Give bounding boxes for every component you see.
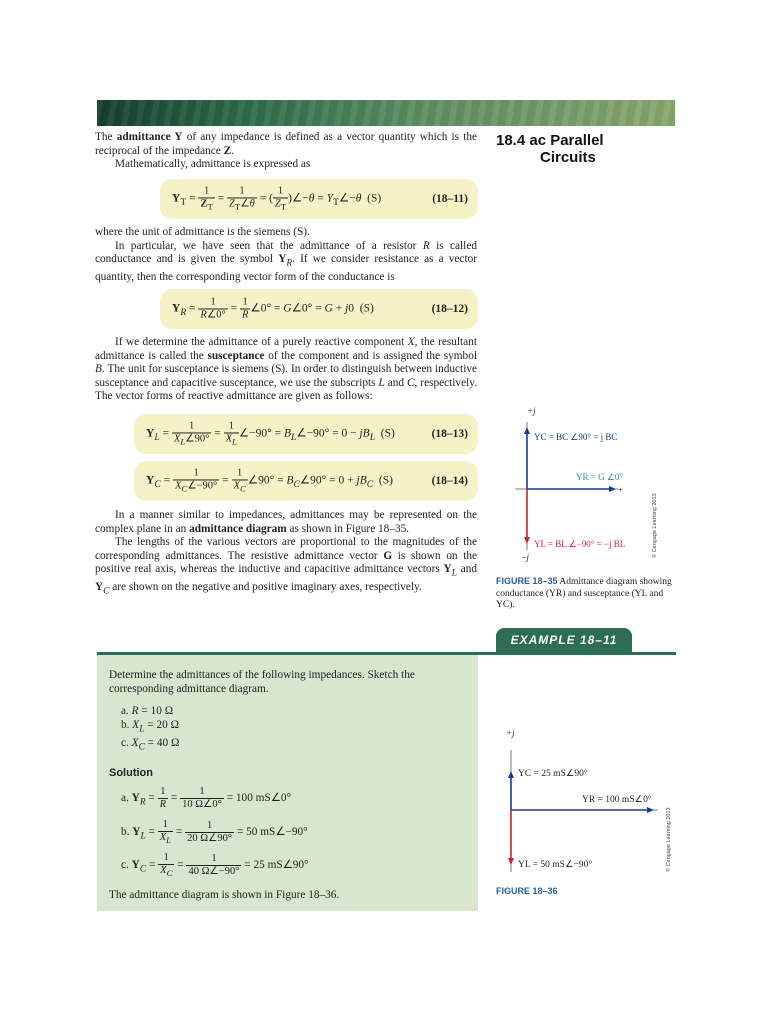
example-tab: EXAMPLE 18–11 (496, 628, 632, 652)
paragraph-math-intro: Mathematically, admittance is expressed as (115, 158, 311, 171)
solution-a: a. $Y_R$ = $\frac{1}{R}$ = $\frac{1}{10 \Omega\angle 0^\circ}$ = 100 mS∠0° (121, 786, 292, 810)
paragraph-vector-lengths: The lengths of the various vectors are proportional to the magnitudes of the corresponding admittances. The resistive admittance vector G is shown on the positive real axis, whereas the inductive and capacitive admittance vectors $Y_L$ and $Y_C$ are shown on the negative and positive imaginary axes, respectively. (95, 536, 477, 597)
example-item-a: a. R = 10 Ω (121, 705, 174, 717)
yr-arrowhead-icon (609, 486, 616, 492)
paragraph-conductance: In particular, we have seen that the admittance of a resistor R is called conductance and is given the symbol $Y_R$. If we consider resistance as a vector quantity, then the corresponding vector form of the conductance is (95, 239, 477, 284)
yr-label: YR = 100 mS∠0° (582, 795, 652, 805)
copyright-text: © Cengage Learning 2013 (652, 493, 658, 558)
paragraph-siemens: where the unit of admittance is the siemens (S). (95, 226, 310, 238)
paragraph-susceptance: If we determine the admittance of a purely reactive component X, the resultant admittance is called the susceptance of the component and is assigned the symbol B. The unit for susceptance is siemens (S). In order to distinguish between inductive susceptance and capacitive susceptance, we use the subscripts L and C, respectively. The vector forms of reactive admittance are given as follows: (95, 336, 477, 403)
copyright-text: © Cengage Learning 2013 (666, 807, 672, 872)
solution-label: Solution (109, 767, 153, 779)
equation-18-13-body: $Y_L$ = $\frac{1}{X_L\angle 90^\circ}$ = $\frac{1}{X_L}$ ∠−90° = $B_L\angle-90^\circ = 0 - jB_L$ (S) (146, 420, 395, 447)
yl-arrowhead-icon (508, 858, 514, 865)
yr-label: YR = G ∠0° (576, 472, 623, 482)
figure-18-35-label: FIGURE 18–35 (496, 576, 558, 586)
intro-text (95, 131, 477, 172)
example-item-list (121, 704, 241, 755)
diagram-text (95, 509, 477, 599)
figure-18-35-caption-text: Admittance diagram showing conductance (YR) and susceptance (YL and YC). (496, 577, 672, 610)
axis-label-pos-j: +j (527, 406, 536, 416)
example-item-b: b. $X_L = 20$ Ω (121, 719, 179, 735)
axis-label-pos-j: +j (506, 728, 515, 738)
equation-number: (18–13) (431, 428, 468, 440)
example-problem: Determine the admittances of the following impedances. Sketch the corresponding admittance diagram. (109, 669, 415, 695)
conductance-text (95, 226, 477, 285)
equation-number: (18–11) (432, 193, 468, 205)
section-title (496, 132, 604, 166)
yc-label: YC = 25 mS∠90° (518, 769, 588, 779)
axis-label-pos-real: + (618, 485, 624, 495)
solution-b-result: = 50 mS∠−90° (236, 826, 308, 839)
solution-c-result: = 25 mS∠90° (244, 859, 309, 872)
figure-18-36-caption (496, 886, 676, 899)
equation-18-13 (134, 414, 478, 454)
figure-18-36-diagram (498, 722, 680, 882)
example-item-c: c. $X_C = 40$ Ω (121, 737, 180, 753)
solution-a-result: = 100 mS∠0° (226, 792, 292, 805)
equation-18-12 (160, 289, 478, 329)
equation-18-11-body: $Y_T$ = $\frac{1}{Z_T}$ = $\frac{1}{Z_T\angle\theta}$ = ( $\frac{1}{Z_T}$ )∠−θ = $Y_T\angle-\theta$ (S) (172, 185, 382, 212)
yc-arrowhead-icon (508, 771, 514, 778)
figure-18-36-label: FIGURE 18–36 (496, 886, 558, 896)
paragraph-admittance-diagram: In a manner similar to impedances, admittances may be represented on the complex plane in an admittance diagram as shown in Figure 18–35. (95, 509, 477, 535)
equation-18-11 (160, 179, 478, 219)
susceptance-text (95, 336, 477, 404)
section-title-line2: Circuits (540, 149, 596, 166)
equation-number: (18–12) (431, 303, 468, 315)
equation-18-14 (134, 461, 478, 501)
yl-label: YL = 50 mS∠−90° (518, 860, 593, 870)
axis-label-neg-j: –j (522, 552, 530, 562)
yr-arrowhead-icon (647, 807, 654, 813)
solution-c: c. $Y_C$ = $\frac{1}{X_C}$ = $\frac{1}{40 \Omega\angle-90^\circ}$ = 25 mS∠90° (121, 852, 309, 879)
equation-18-12-body: $Y_R$ = $\frac{1}{R\angle 0^\circ}$ = $\frac{1}{R}$ ∠0° = G∠0° = G + j0 (S) (172, 296, 374, 321)
yl-arrowhead-icon (524, 537, 530, 544)
example-closing: The admittance diagram is shown in Figure 18–36. (109, 889, 340, 901)
header-banner (97, 100, 675, 126)
paragraph-admittance-definition: The admittance Y of any impedance is defined as a vector quantity which is the reciprocal of the impedance Z. (95, 131, 478, 157)
equation-18-14-body: $Y_C$ = $\frac{1}{X_C\angle-90^\circ}$ = $\frac{1}{X_C}$ ∠90° = $B_C\angle 90^\circ = 0 + jB_C$ (S) (146, 467, 393, 494)
yc-label: YC = BC ∠90° = j BC (534, 432, 618, 442)
figure-18-35-diagram (500, 400, 680, 572)
figure-18-35-caption (496, 576, 676, 612)
solution-b: b. $Y_L$ = $\frac{1}{X_L}$ = $\frac{1}{20 \Omega\angle 90^\circ}$ = 50 mS∠−90° (121, 819, 308, 846)
equation-number: (18–14) (431, 475, 468, 487)
yc-arrowhead-icon (524, 427, 530, 434)
section-title-line1: 18.4 ac Parallel (496, 132, 604, 149)
yl-label: YL = BL ∠−90° = −j BL (534, 539, 626, 549)
